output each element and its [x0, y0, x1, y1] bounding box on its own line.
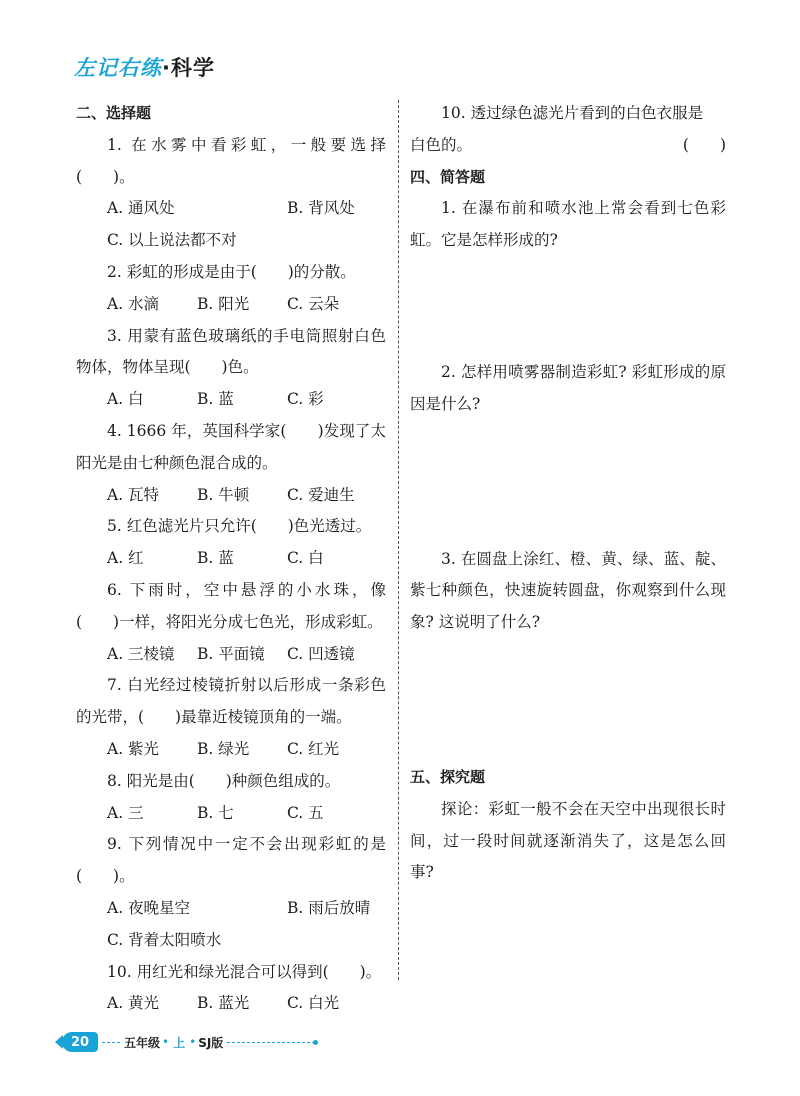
- option: C. 红光: [287, 739, 340, 758]
- option: C. 五: [287, 803, 324, 822]
- option: B. 阳光: [197, 294, 250, 313]
- question-2: 2. 彩虹的形成是由于( )的分散。: [107, 262, 356, 281]
- option: C. 彩: [287, 390, 324, 409]
- judge-question-10-line2: [410, 130, 726, 162]
- answer-space-2: [410, 421, 726, 544]
- page-number: 20: [62, 1032, 98, 1052]
- section-title-inquiry: 五、探究题: [410, 767, 486, 786]
- answer-space-3: [410, 639, 726, 762]
- option: C. 白光: [287, 994, 340, 1013]
- option: B. 牛顿: [197, 485, 250, 504]
- option: A. 黄光: [107, 994, 160, 1013]
- answer-space-1: [410, 257, 726, 357]
- option: B. 蓝: [197, 390, 234, 409]
- option: A. 三棱镜: [107, 644, 175, 663]
- judge-question-10-text: 白色的。: [410, 135, 473, 154]
- options-7: [76, 734, 386, 766]
- options-6: [76, 639, 386, 671]
- question-6: 6. 下雨时，空中悬浮的小水珠，像( )一样，将阳光分成七色光，形成彩虹。: [76, 580, 386, 631]
- option: A. 三: [107, 803, 144, 822]
- brand-title: 左记右练: [74, 56, 162, 80]
- options-9b: [76, 925, 386, 957]
- option: B. 蓝光: [197, 994, 250, 1013]
- option: C. 凹透镜: [287, 644, 355, 663]
- question-9: 9. 下列情况中一定不会出现彩虹的是( )。: [76, 835, 386, 886]
- option: B. 绿光: [197, 739, 250, 758]
- options-10: [76, 988, 386, 1020]
- options-1b: [76, 225, 386, 257]
- option: A. 红: [107, 549, 144, 568]
- short-question-1: 1. 在瀑布前和喷水池上常会看到七色彩虹。它是怎样形成的?: [410, 199, 726, 250]
- header-dot: ·: [162, 56, 171, 80]
- options-3: [76, 384, 386, 416]
- footer-bullet: •: [162, 1035, 170, 1049]
- subject-title: 科学: [170, 56, 215, 80]
- option: B. 雨后放晴: [287, 898, 371, 917]
- option: A. 瓦特: [107, 485, 160, 504]
- version-label: SJ版: [198, 1035, 224, 1050]
- options-2: [76, 289, 386, 321]
- option: A. 通风处: [107, 199, 175, 218]
- right-column: [410, 98, 726, 889]
- question-4: 4. 1666 年，英国科学家( )发现了太阳光是由七种颜色混合成的。: [76, 421, 386, 472]
- short-question-3: 3. 在圆盘上涂红、橙、黄、绿、蓝、靛、紫七种颜色，快速旋转圆盘，你观察到什么现象? 这说明了什么?: [410, 549, 726, 632]
- option: C. 以上说法都不对: [107, 231, 237, 250]
- option: B. 背风处: [287, 199, 355, 218]
- grade-label: 五年级: [124, 1035, 161, 1050]
- option: C. 白: [287, 549, 324, 568]
- footer-dash: [102, 1042, 120, 1043]
- volume-label: 上: [173, 1035, 186, 1050]
- option: A. 白: [107, 390, 144, 409]
- question-1: 1. 在水雾中看彩虹，一般要选择( )。: [76, 135, 386, 186]
- section-title-choice: 二、选择题: [76, 104, 152, 122]
- page-footer: [62, 1030, 315, 1054]
- options-4: [76, 480, 386, 512]
- section-title-short-answer: 四、简答题: [410, 167, 486, 186]
- left-column: [76, 98, 386, 1020]
- options-9: [76, 893, 386, 925]
- option: A. 水滴: [107, 294, 160, 313]
- column-divider: [398, 100, 399, 980]
- short-question-2: 2. 怎样用喷雾器制造彩虹? 彩虹形成的原因是什么?: [410, 362, 726, 413]
- question-7: 7. 白光经过棱镜折射以后形成一条彩色的光带，( )最靠近棱镜顶角的一端。: [76, 676, 386, 727]
- option: A. 紫光: [107, 739, 160, 758]
- question-8: 8. 阳光是由( )种颜色组成的。: [107, 771, 341, 790]
- option: B. 平面镜: [197, 644, 265, 663]
- option: B. 蓝: [197, 549, 234, 568]
- page-header: [74, 52, 215, 82]
- option: A. 夜晚星空: [107, 898, 191, 917]
- options-8: [76, 798, 386, 830]
- options-1: [76, 193, 386, 225]
- answer-paren: ( ): [682, 135, 726, 154]
- question-10: 10. 用红光和绿光混合可以得到( )。: [107, 962, 382, 981]
- option: C. 爱迪生: [287, 485, 355, 504]
- question-5: 5. 红色滤光片只允许( )色光透过。: [107, 517, 372, 536]
- question-3: 3. 用蒙有蓝色玻璃纸的手电筒照射白色物体，物体呈现( )色。: [76, 326, 386, 377]
- judge-question-10-line1: 10. 透过绿色滤光片看到的白色衣服是: [441, 104, 704, 122]
- options-5: [76, 543, 386, 575]
- option: C. 背着太阳喷水: [107, 930, 222, 949]
- option: B. 七: [197, 803, 234, 822]
- inquiry-question: 探论：彩虹一般不会在天空中出现很长时间，过一段时间就逐渐消失了，这是怎么回事?: [410, 799, 726, 882]
- footer-tail-line: [227, 1042, 315, 1043]
- footer-bullet-2: •: [189, 1035, 197, 1049]
- option: C. 云朵: [287, 294, 340, 313]
